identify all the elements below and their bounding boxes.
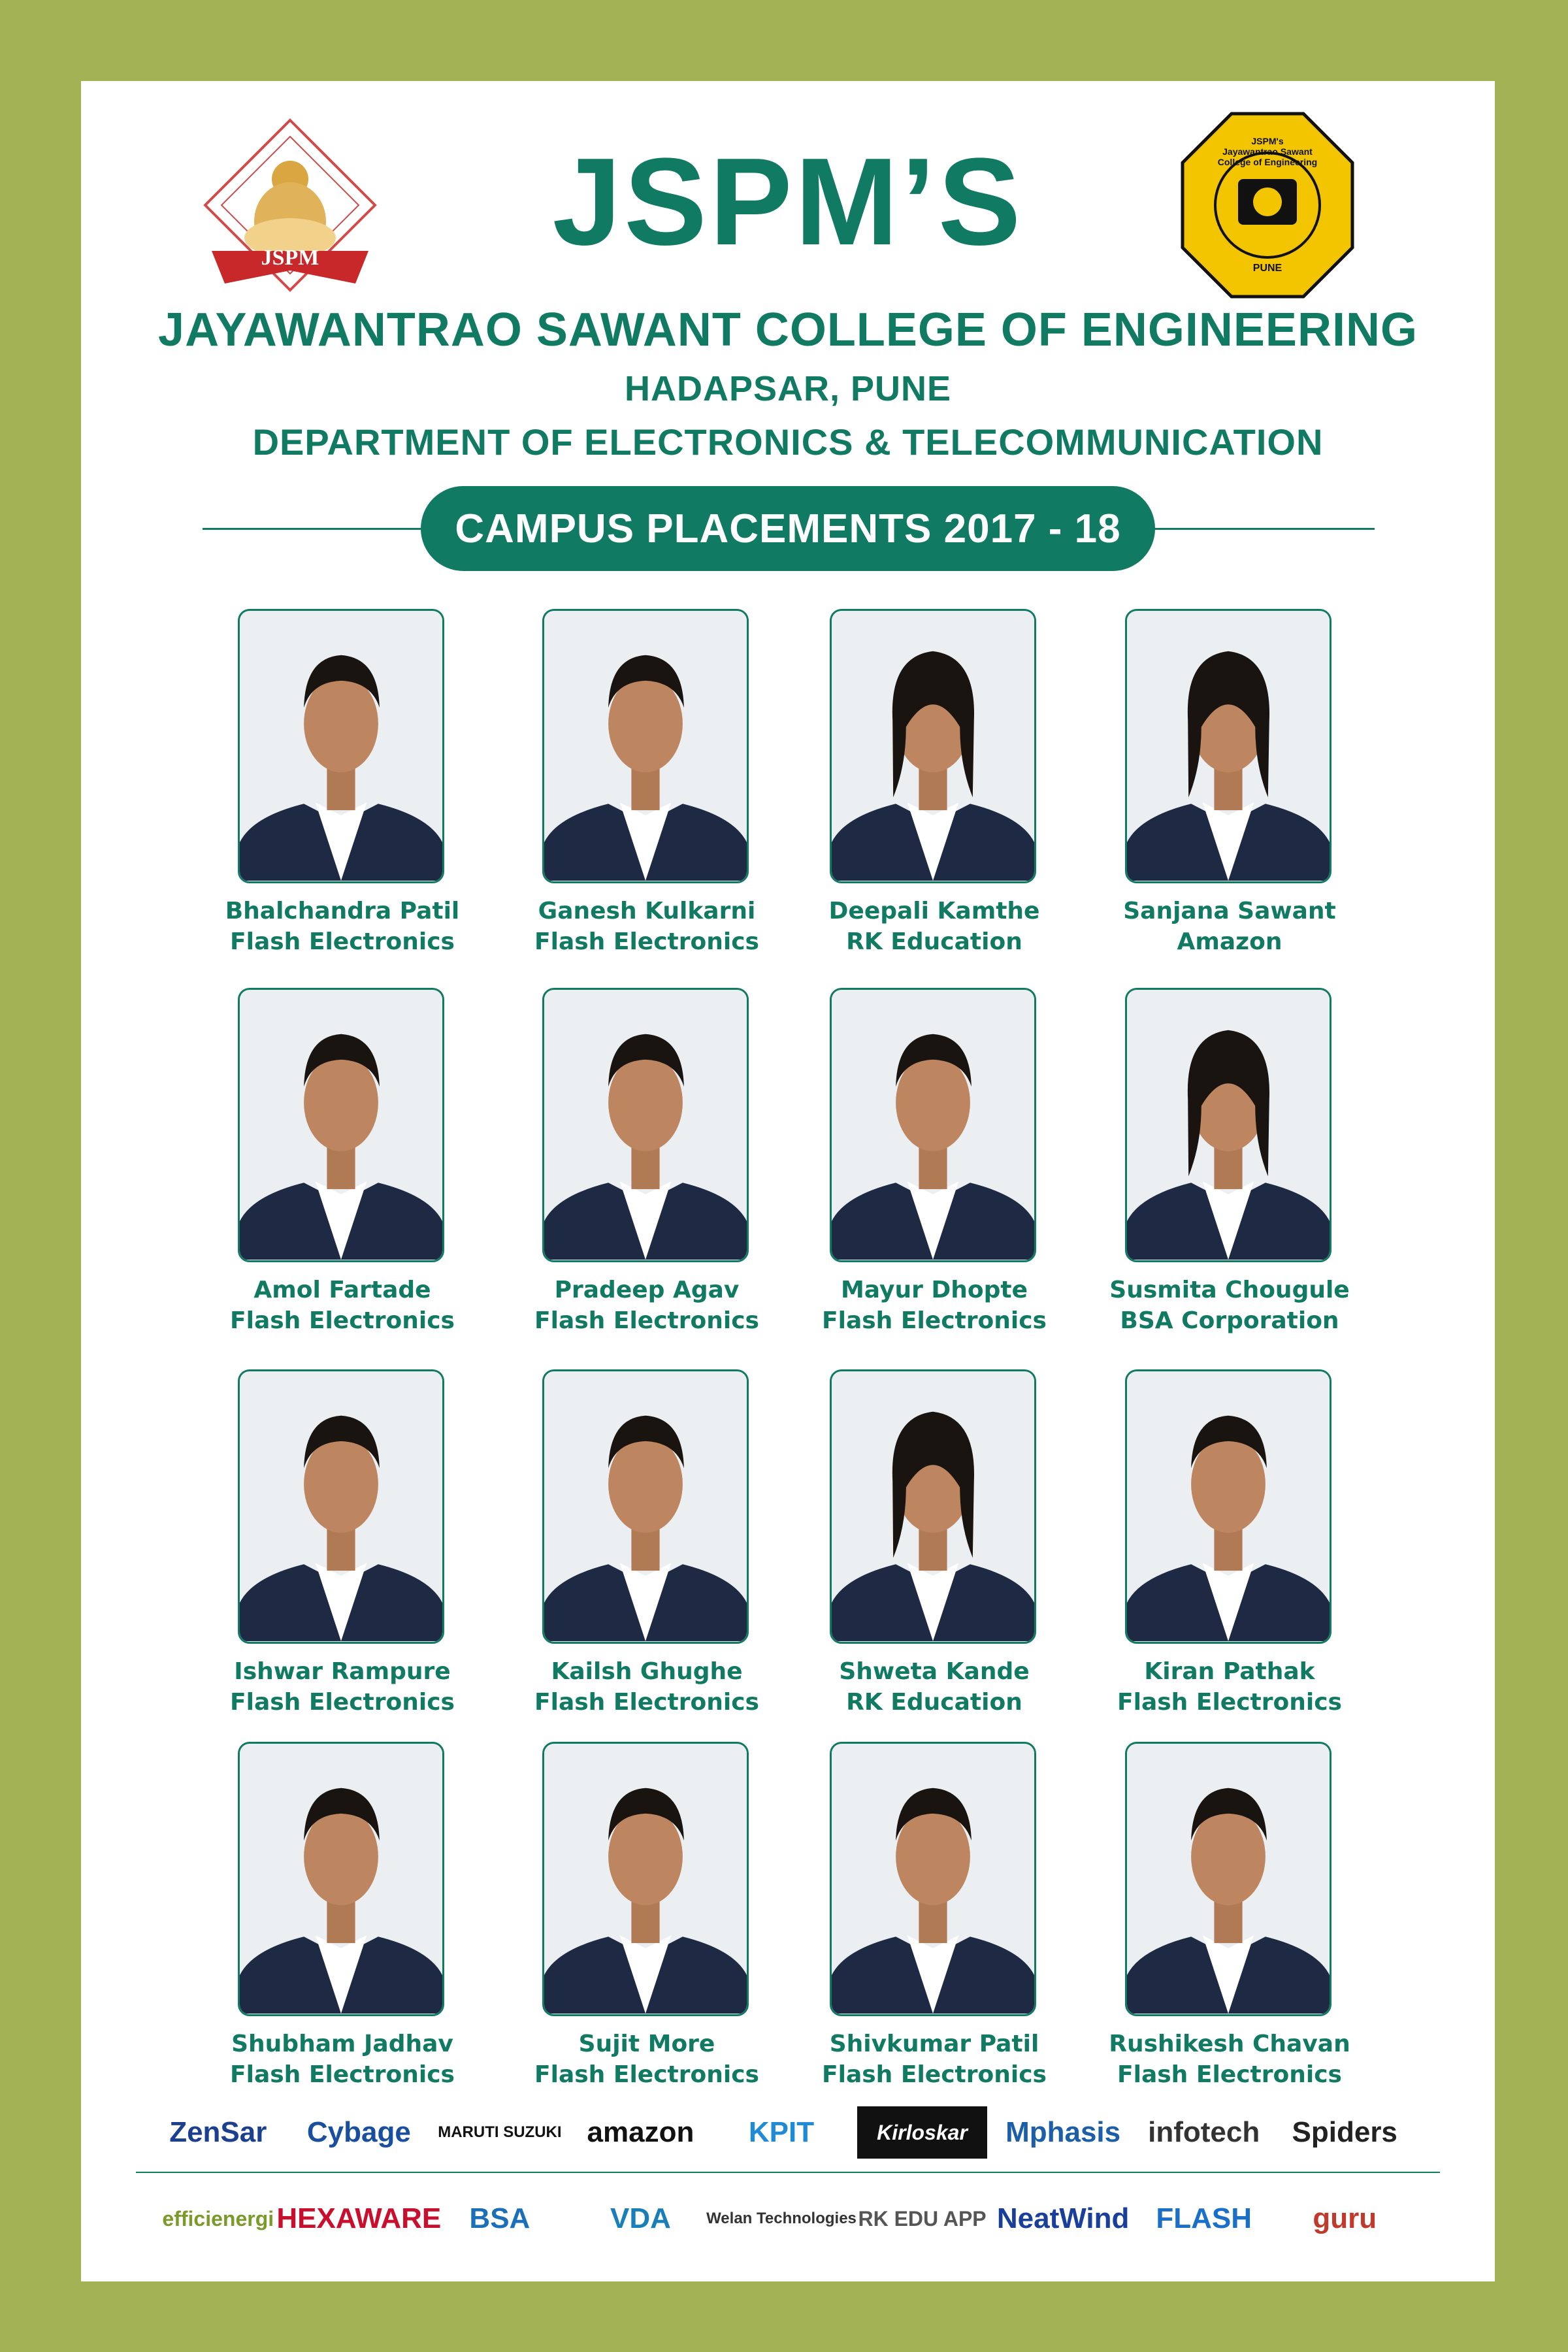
person-portrait-icon xyxy=(1127,1744,1330,2014)
person-portrait-icon xyxy=(544,1371,747,1642)
student-photo xyxy=(1125,1369,1331,1644)
student-company: Flash Electronics xyxy=(1117,1689,1342,1716)
seal-line: College of Engineering xyxy=(1217,157,1318,167)
student-company: Flash Electronics xyxy=(230,2061,455,2088)
student-company: Flash Electronics xyxy=(534,1307,759,1334)
student-photo xyxy=(238,988,444,1262)
student-card xyxy=(822,988,1047,1334)
student-card xyxy=(534,1742,759,2088)
student-card xyxy=(230,988,455,1334)
person-portrait-icon xyxy=(832,1371,1034,1642)
student-photo xyxy=(542,609,749,883)
student-card xyxy=(230,1742,455,2088)
person-portrait-icon xyxy=(240,990,442,1260)
student-photo xyxy=(830,609,1036,883)
student-name: Pradeep Agav xyxy=(554,1277,740,1303)
person-portrait-icon xyxy=(832,611,1034,881)
college-city: HADAPSAR, PUNE xyxy=(624,369,952,408)
sponsor-logo-kpit: KPIT xyxy=(748,2116,815,2148)
student-name: Sanjana Sawant xyxy=(1123,898,1336,924)
person-portrait-icon xyxy=(1127,1371,1330,1642)
student-card xyxy=(230,1369,455,1716)
sponsor-logo-zensar: ZenSar xyxy=(169,2116,267,2148)
student-photo xyxy=(238,1369,444,1644)
student-card xyxy=(1109,988,1350,1334)
person-portrait-icon xyxy=(544,611,747,881)
student-company: Flash Electronics xyxy=(230,1689,455,1716)
student-card xyxy=(822,1742,1047,2088)
student-name: Sujit More xyxy=(578,2031,715,2057)
student-photo xyxy=(830,1369,1036,1644)
student-company: BSA Corporation xyxy=(1120,1307,1339,1334)
student-card xyxy=(1109,1742,1350,2088)
divider-left xyxy=(203,528,438,530)
sponsor-logo-infotech: infotech xyxy=(1148,2116,1260,2148)
page-title: JSPM’S xyxy=(552,133,1024,271)
poster xyxy=(81,81,1495,2281)
student-company: Flash Electronics xyxy=(534,1689,759,1716)
student-card xyxy=(534,988,759,1334)
student-name: Deepali Kamthe xyxy=(828,898,1040,924)
person-portrait-icon xyxy=(832,1744,1034,2014)
student-photo xyxy=(830,1742,1036,2016)
student-company: Amazon xyxy=(1177,928,1282,955)
sponsor-logo-vda: VDA xyxy=(610,2202,671,2234)
sponsor-divider xyxy=(136,2172,1440,2173)
student-photo xyxy=(238,609,444,883)
jspm-ribbon-text: JSPM xyxy=(261,246,319,270)
student-photo xyxy=(830,988,1036,1262)
divider-right xyxy=(1139,528,1375,530)
student-card xyxy=(830,1369,1039,1716)
sponsor-logo-bsa: BSA xyxy=(469,2202,531,2234)
sponsor-logo-kirloskar: Kirloskar xyxy=(857,2106,988,2159)
person-portrait-icon xyxy=(1127,990,1330,1260)
student-company: Flash Electronics xyxy=(230,1307,455,1334)
student-photo xyxy=(542,988,749,1262)
person-portrait-icon xyxy=(240,1744,442,2014)
student-card xyxy=(534,609,759,955)
sponsor-logo-cybage: Cybage xyxy=(306,2116,411,2148)
seal-city: PUNE xyxy=(1252,263,1282,274)
student-company: RK Education xyxy=(846,1689,1022,1716)
student-name: Shweta Kande xyxy=(839,1658,1030,1685)
student-name: Rushikesh Chavan xyxy=(1109,2031,1350,2057)
student-name: Susmita Chougule xyxy=(1109,1277,1350,1303)
seal-line: JSPM's xyxy=(1251,136,1284,146)
sponsor-logo-maruti-suzuki: MARUTI SUZUKI xyxy=(438,2123,562,2141)
student-photo xyxy=(238,1742,444,2016)
person-portrait-icon xyxy=(832,990,1034,1260)
student-company: Flash Electronics xyxy=(534,2061,759,2088)
student-photo xyxy=(1125,988,1331,1262)
student-company: Flash Electronics xyxy=(1117,2061,1342,2088)
sponsor-logo-spiders: Spiders xyxy=(1292,2116,1397,2148)
student-card xyxy=(830,609,1039,955)
student-card xyxy=(1117,1369,1342,1716)
sponsor-logo-neatwind: NeatWind xyxy=(996,2202,1130,2234)
student-photo xyxy=(542,1369,749,1644)
student-company: Flash Electronics xyxy=(230,928,455,955)
seal-line: Jayawantrao Sawant xyxy=(1222,146,1313,157)
person-portrait-icon xyxy=(544,1744,747,2014)
student-name: Ishwar Rampure xyxy=(234,1658,451,1685)
student-card xyxy=(225,609,460,955)
placements-banner: CAMPUS PLACEMENTS 2017 - 18 xyxy=(421,486,1155,571)
student-photo xyxy=(542,1742,749,2016)
person-portrait-icon xyxy=(240,611,442,881)
student-company: Flash Electronics xyxy=(534,928,759,955)
college-name: JAYAWANTRAO SAWANT COLLEGE OF ENGINEERING xyxy=(158,304,1418,356)
sponsor-logo-amazon: amazon xyxy=(587,2116,694,2148)
student-photo xyxy=(1125,609,1331,883)
student-name: Bhalchandra Patil xyxy=(225,898,460,924)
student-company: Flash Electronics xyxy=(822,2061,1047,2088)
student-name: Kiran Pathak xyxy=(1144,1658,1315,1685)
sponsor-logo-hexaware: HEXAWARE xyxy=(276,2202,442,2234)
department-name: DEPARTMENT OF ELECTRONICS & TELECOMMUNICATION xyxy=(252,421,1324,463)
student-name: Amol Fartade xyxy=(253,1277,431,1303)
sponsor-logo-guru: guru xyxy=(1313,2202,1377,2234)
student-name: Ganesh Kulkarni xyxy=(538,898,756,924)
student-card xyxy=(534,1369,759,1716)
sponsor-logo-welan-technologies: Welan Technologies xyxy=(706,2210,857,2227)
person-portrait-icon xyxy=(240,1371,442,1642)
student-card xyxy=(1125,609,1334,955)
sponsor-logo-rk-edu-app: RK EDU APP xyxy=(858,2206,987,2230)
student-company: RK Education xyxy=(846,928,1022,955)
sponsor-logo-flash: FLASH xyxy=(1156,2202,1252,2234)
sponsor-logo-mphasis: Mphasis xyxy=(1005,2116,1121,2148)
student-name: Shivkumar Patil xyxy=(829,2031,1039,2057)
student-name: Mayur Dhopte xyxy=(840,1277,1028,1303)
student-name: Kailsh Ghughe xyxy=(551,1658,743,1685)
student-photo xyxy=(1125,1742,1331,2016)
student-name: Shubham Jadhav xyxy=(231,2031,453,2057)
student-company: Flash Electronics xyxy=(822,1307,1047,1334)
sponsor-logo-efficienergi: efficienergi xyxy=(162,2206,274,2230)
person-portrait-icon xyxy=(544,990,747,1260)
person-portrait-icon xyxy=(1127,611,1330,881)
